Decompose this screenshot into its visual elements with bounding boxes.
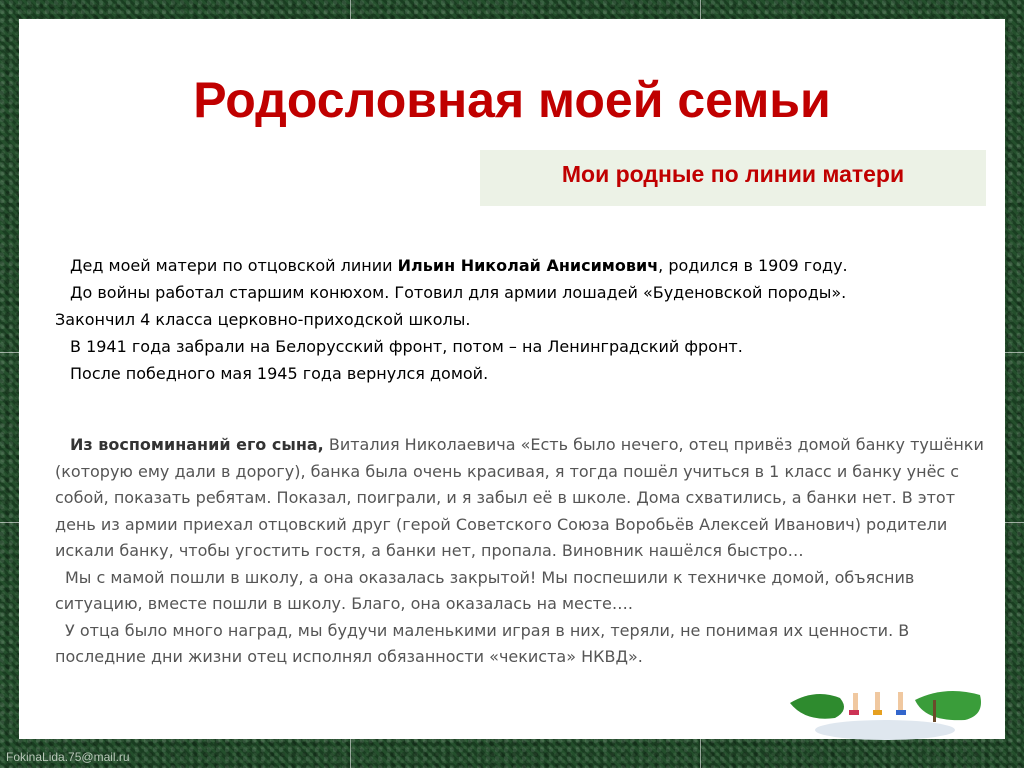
child-figure — [896, 692, 906, 715]
tree-trunk — [933, 700, 936, 722]
child-figure — [849, 693, 859, 715]
bio-line — [55, 279, 985, 306]
memory-text — [55, 432, 995, 671]
memory-paragraph — [55, 565, 995, 618]
bio-text: , родился в 1909 году. — [658, 256, 848, 275]
memory-text-1: Виталия Николаевича «Есть было нечего, отец привёз домой банку тушёнки (которую ему дали в дорогу), банка была очень красивая, я тогда пошёл учиться в 1 класс и банку унёс с собой, показать ребятам. Показал, поиграли, и я забыл её в школе. Дома схватились, а банки нет. В этот день из армии приехал отцовский друг (герой Советского Союза Воробьёв Алексей Иванович) родители искали банку, чтобы угостить гостя, а банки нет, пропала. Виновник нашёлся быстро… — [55, 435, 984, 560]
page-title: Родословная моей семьи — [193, 72, 831, 128]
biography-text — [55, 252, 985, 387]
slide-panel — [19, 19, 1005, 739]
children-illustration — [785, 670, 985, 745]
subtitle-box — [480, 150, 986, 206]
memory-text-2: Мы с мамой пошли в школу, а она оказалась закрытой! Мы поспешили к техничке домой, объяснив ситуацию, вместе пошли в школу. Благо, она оказалась на месте…. — [55, 567, 915, 613]
ground-shadow — [815, 720, 955, 740]
bio-text: До войны работал старшим конюхом. Готовил для армии лошадей «Буденовской породы». — [70, 283, 847, 302]
child-figure — [873, 692, 882, 715]
bio-line: После победного мая 1945 года вернулся домой. — [70, 364, 489, 383]
bio-line: Закончил 4 класса церковно-приходской школы. — [55, 310, 471, 329]
author-email: FokinaLida.75@mail.ru — [6, 750, 130, 764]
memory-paragraph — [55, 618, 995, 671]
memory-text-3: У отца было много наград, мы будучи маленькими играя в них, теряли, не понимая их ценности. В последние дни жизни отец исполнял обязанности «чекиста» НКВД». — [55, 620, 910, 666]
subtitle: Мои родные по линии матери — [561, 160, 905, 187]
memory-paragraph — [55, 432, 995, 565]
bush-left-icon — [790, 694, 844, 719]
person-name: Ильин Николай Анисимович — [397, 256, 659, 275]
bio-text: Дед моей матери по отцовской линии — [70, 256, 398, 275]
bush-right-icon — [915, 691, 981, 720]
bio-line: В 1941 года забрали на Белорусский фронт, потом – на Ленинградский фронт. — [70, 337, 743, 356]
memory-lead: Из воспоминаний его сына, — [70, 435, 324, 454]
bio-line — [55, 252, 985, 279]
